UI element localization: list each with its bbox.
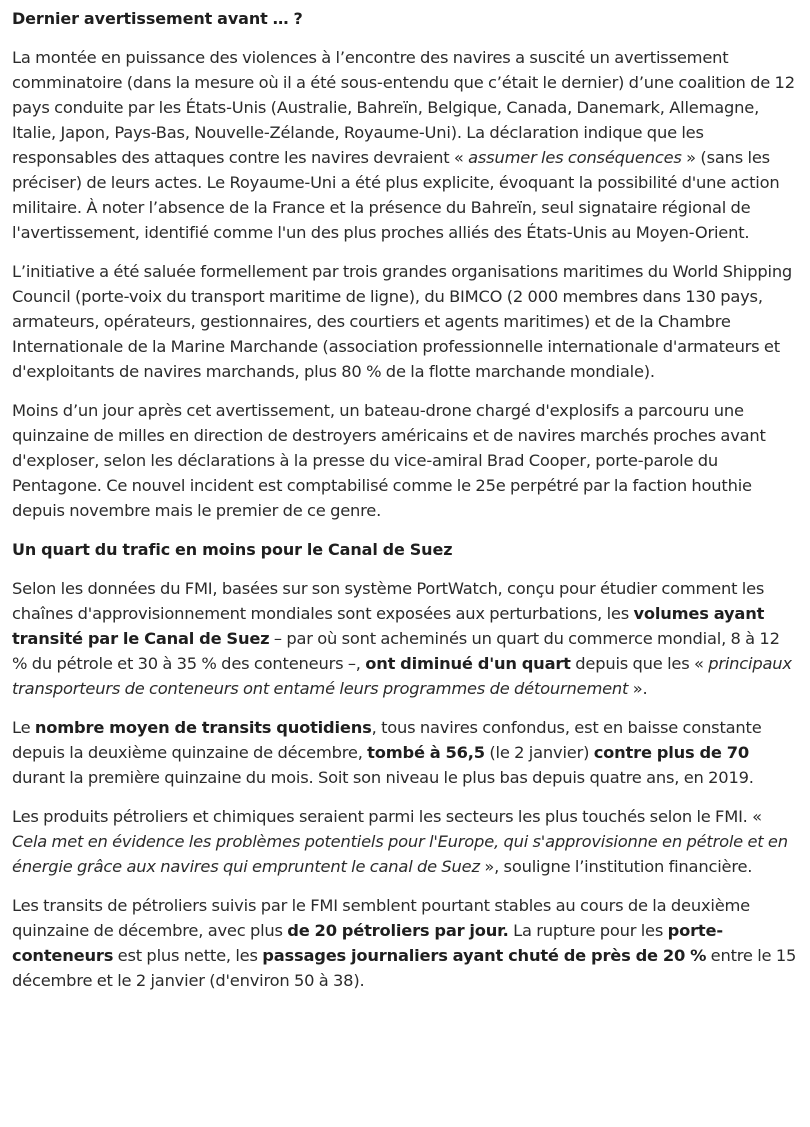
bold-text: porte-conteneurs bbox=[12, 921, 723, 965]
text-run: Le bbox=[12, 718, 35, 737]
text-run: ». bbox=[628, 679, 648, 698]
text-run: durant la première quinzaine du mois. Soit son niveau le plus bas depuis quatre ans, en 2019. bbox=[12, 768, 754, 787]
text-run: (le 2 janvier) bbox=[484, 743, 594, 762]
quote-text: Cela met en évidence les problèmes potentiels pour l'Europe, qui s'approvisionne en pétrole et en énergie grâce aux navires qui empruntent le canal de Suez bbox=[12, 832, 788, 876]
paragraph-coalition-warning bbox=[12, 45, 798, 245]
bold-text: de 20 pétroliers par jour. bbox=[287, 921, 509, 940]
quote-text: principaux transporteurs de conteneurs ont entamé leurs programmes de détournement bbox=[12, 654, 792, 698]
paragraph-fmi-portwatch bbox=[12, 576, 798, 701]
text-run: depuis que les « bbox=[570, 654, 709, 673]
bold-text: nombre moyen de transits quotidiens bbox=[34, 718, 372, 737]
paragraph-maritime-organisations: L’initiative a été saluée formellement par trois grandes organisations maritimes du World Shipping Council (porte-voix du transport maritime de ligne), du BIMCO (2 000 membres dans 130 pays, armateurs, opérateurs, gestionnaires, des courtiers et agents maritimes) et de la Chambre Internationale de la Marine Marchande (association professionnelle internationale d'armateurs et d'exploitants de navires marchands, plus 80 % de la flotte marchande mondiale). bbox=[12, 262, 793, 381]
paragraph-daily-transits bbox=[12, 715, 798, 790]
text-run: Les transits de pétroliers suivis par le FMI semblent pourtant stables au cours de la deuxième quinzaine de décembre, avec plus bbox=[12, 896, 750, 940]
bold-text: ont diminué d'un quart bbox=[365, 654, 571, 673]
text-run: La montée en puissance des violences à l’encontre des navires a suscité un avertissement comminatoire (dans la mesure où il a été sous-entendu que c’était le dernier) d’une coalition de 12 pays conduite par les États-Unis (Australie, Bahreïn, Belgique, Canada, Danemark, Allemagne, Italie, Japon, Pays-Bas, Nouvelle-Zélande, Royaume-Uni). La déclaration indique que les responsables des attaques contre les navires devraient « bbox=[12, 48, 795, 167]
text-run: Selon les données du FMI, basées sur son système PortWatch, conçu pour étudier comment les chaînes d'approvisionnement mondiales sont exposées aux perturbations, les bbox=[12, 579, 765, 623]
text-run: La rupture pour les bbox=[508, 921, 668, 940]
bold-text: passages journaliers ayant chuté de près de 20 % bbox=[262, 946, 707, 965]
text-run: – par où sont acheminés un quart du commerce mondial, 8 à 12 % du pétrole et 30 à 35 % des conteneurs –, bbox=[12, 629, 780, 673]
bold-text: volumes ayant transité par le Canal de Suez bbox=[12, 604, 765, 648]
section-heading-canal-de-suez: Un quart du trafic en moins pour le Canal de Suez bbox=[12, 540, 453, 559]
paragraph-tanker-transits bbox=[12, 893, 798, 993]
text-run: », souligne l’institution financière. bbox=[479, 857, 753, 876]
bold-text: tombé à 56,5 bbox=[367, 743, 485, 762]
text-run: est plus nette, les bbox=[113, 946, 263, 965]
paragraph-drone-boat: Moins d’un jour après cet avertissement, un bateau-drone chargé d'explosifs a parcouru une quinzaine de milles en direction de destroyers américains et de navires marchés proches avant d'exploser, selon les déclarations à la presse du vice-amiral Brad Cooper, porte-parole du Pentagone. Ce nouvel incident est comptabilisé comme le 25e perpétré par la faction houthie depuis novembre mais le premier de ce genre. bbox=[12, 401, 766, 520]
text-run: , tous navires confondus, est en baisse constante depuis la deuxième quinzaine de décembre, bbox=[12, 718, 762, 762]
text-run: Les produits pétroliers et chimiques seraient parmi les secteurs les plus touchés selon le FMI. « bbox=[12, 807, 762, 826]
paragraph-petroleum-products bbox=[12, 804, 798, 879]
text-run: » (sans les préciser) de leurs actes. Le Royaume-Uni a été plus explicite, évoquant la possibilité d'une action militaire. À noter l’absence de la France et la présence du Bahreïn, seul signataire régional de l'avertissement, identifié comme l'un des plus proches alliés des États-Unis au Moyen-Orient. bbox=[12, 148, 780, 242]
bold-text: contre plus de 70 bbox=[593, 743, 749, 762]
quote-text: assumer les conséquences bbox=[468, 148, 682, 167]
text-run: entre le 15 décembre et le 2 janvier (d'environ 50 à 38). bbox=[12, 946, 797, 990]
section-heading-dernier-avertissement: Dernier avertissement avant … ? bbox=[12, 9, 303, 28]
